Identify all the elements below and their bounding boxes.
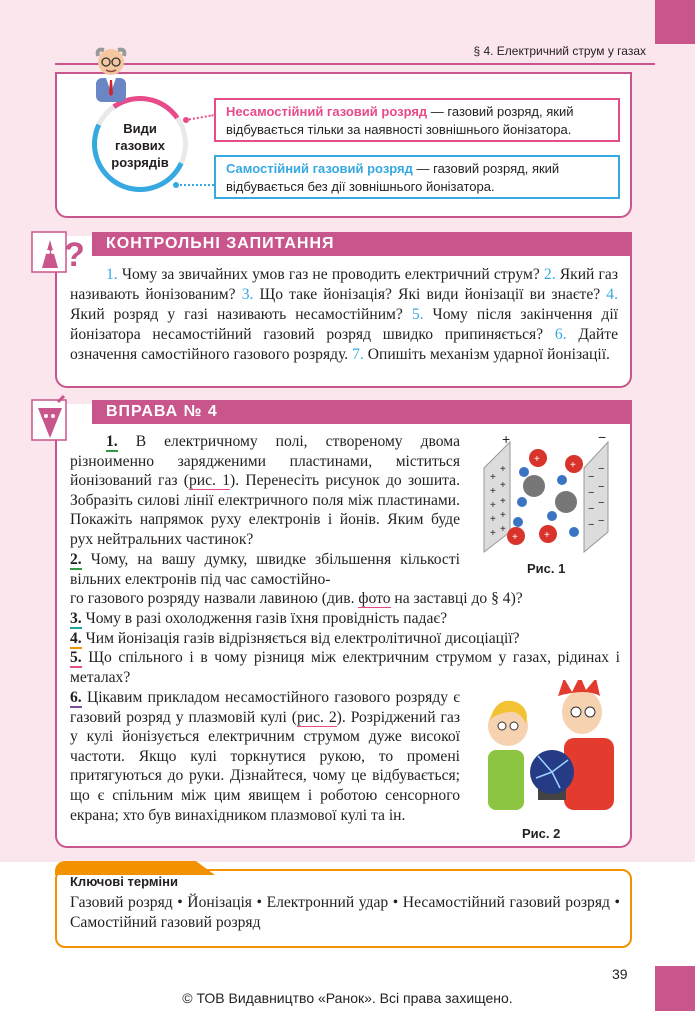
figure-1-plates — [474, 428, 620, 556]
question-text: Який газ називають йонізованим? — [70, 266, 618, 303]
self-discharge-definition — [214, 155, 620, 199]
question-number: 3. — [241, 286, 254, 303]
svg-text:−: − — [598, 463, 605, 475]
svg-text:+: + — [512, 532, 518, 543]
question-number: 1. — [106, 266, 118, 283]
side-tab — [655, 0, 695, 44]
item-text: Чому, на вашу думку, швидке збільшення кількості вільних електронів під час самостійно- — [70, 551, 460, 588]
svg-text:+: + — [500, 464, 506, 475]
svg-text:+: + — [570, 460, 576, 471]
svg-text:+: + — [490, 514, 496, 525]
exercise-header: ВПРАВА № 4 — [92, 400, 632, 424]
non-self-discharge-definition — [214, 98, 620, 142]
item-text: Що спільного і в чому різниця між електричним струмом у газах, рідинах і металах? — [70, 649, 620, 686]
item-text: В електричному полі, створеному двома різноименно зарядженими пластинами, міститься йонізований газ ( — [70, 433, 460, 490]
connector-dot — [183, 117, 189, 123]
item-text: Чим йонізація газів відрізняється від електролітичної дисоціації? — [81, 630, 520, 647]
self-discharge-text: — газовий розряд, який відбувається без дії зовнішнього йонізатора. — [226, 161, 560, 194]
svg-text:+: + — [490, 500, 496, 511]
header-rule — [55, 63, 655, 65]
question-text: Чому за звичайних умов газ не проводить електричний струм? — [117, 266, 544, 283]
svg-text:+: + — [502, 431, 511, 447]
svg-text:−: − — [598, 515, 605, 527]
copyright: © ТОВ Видавництво «Ранок». Всі права захищено. — [182, 990, 513, 1006]
item-text: Цікавим прикладом несамостійного газового розряду є газовий розряд у плазмовій кулі ( — [70, 689, 460, 726]
svg-text:−: − — [588, 503, 595, 515]
control-questions-header: КОНТРОЛЬНІ ЗАПИТАННЯ — [92, 232, 632, 256]
question-number: 7. — [352, 346, 364, 363]
key-terms-text: Газовий розряд • Йонізація • Електронний удар • Несамостійний газовий розряд • Самостійний газовий розряд — [70, 894, 620, 931]
question-text: Дайте означення самостійного газового розряду. — [70, 326, 619, 363]
item-number: 6. — [70, 689, 82, 706]
exercise-item-6 — [70, 688, 460, 825]
professor-illustration — [82, 40, 140, 102]
exercise-item-2a — [70, 550, 460, 589]
figure-reference: фото — [358, 590, 391, 607]
non-self-discharge-text: — газовий розряд, який відбувається тільки за наявності зовнішнього йонізатора. — [226, 104, 574, 137]
self-discharge-term: Самостійний газовий розряд — [226, 161, 413, 176]
types-title: Види газових розрядів — [111, 121, 169, 170]
connector-line — [176, 184, 214, 186]
question-number: 5. — [411, 306, 424, 323]
exercise-item-2b — [70, 589, 620, 609]
svg-text:+: + — [490, 472, 496, 483]
svg-text:+: + — [534, 454, 540, 465]
exercise-item-3 — [70, 609, 620, 629]
svg-text:−: − — [598, 481, 605, 493]
item-text: ). Перенесіть рисунок до зошита. Зобразіть силові лінії електричного поля між пластинами. Покажіть напрямок руху електронів і йонів. Яким буде рух нейтральних частинок? — [70, 472, 460, 548]
item-number: 5. — [70, 649, 82, 666]
question-text: Чому після закінчення дії йонізатора несамостійний газовий розряд швидко припиняється? — [70, 306, 618, 343]
item-text: Чому в разі охолодження газів їхня провідність падає? — [81, 610, 448, 627]
figure-2-plasma-ball — [486, 680, 620, 816]
figure-2-caption: Рис. 2 — [522, 826, 561, 841]
question-text: Опишіть механізм ударної йонізації. — [363, 346, 610, 363]
svg-text:+: + — [500, 496, 506, 507]
key-terms-title: Ключові терміни — [70, 874, 178, 889]
svg-text:−: − — [598, 497, 605, 509]
item-number: 3. — [70, 610, 82, 627]
key-terms-tab — [55, 861, 215, 875]
connector-dot — [173, 182, 179, 188]
svg-text:−: − — [588, 487, 595, 499]
figure-reference: рис. 1 — [188, 472, 230, 490]
svg-text:+: + — [500, 480, 506, 491]
svg-text:+: + — [490, 486, 496, 497]
svg-text:+: + — [500, 524, 506, 535]
question-text: Що таке йонізація? Які види йонізації ви знаєте? — [253, 286, 607, 303]
exercise-item-1 — [70, 432, 460, 550]
figure-reference: рис. 2 — [296, 708, 337, 726]
item-number: 4. — [70, 630, 82, 647]
question-number: 4. — [606, 286, 618, 303]
svg-text:+: + — [490, 528, 496, 539]
running-head: § 4. Електричний струм у газах — [473, 44, 646, 58]
question-number: 6. — [554, 326, 567, 343]
figure-1-caption: Рис. 1 — [527, 561, 566, 576]
item-number: 1. — [106, 433, 118, 450]
non-self-discharge-term: Несамостійний газовий розряд — [226, 104, 428, 119]
question-text: Який розряд у газі називають несамостійним? — [70, 306, 412, 323]
svg-text:?: ? — [64, 236, 85, 274]
svg-text:+: + — [500, 510, 506, 521]
item-text: го газового розряду назвали лавиною (див. — [70, 590, 359, 607]
svg-text:+: + — [544, 530, 550, 541]
question-number: 2. — [543, 266, 556, 283]
item-number: 2. — [70, 551, 82, 568]
svg-text:−: − — [588, 519, 595, 531]
page-number: 39 — [612, 966, 628, 982]
item-text: ). Розріджений газ у кулі йонізується електричним струмом дуже високої частоти. Якщо кулі торкнутися рукою, то промені притягуються до руки. Дізнайтеся, чому це відбувається; що є спільним між цим явищем і роботою сенсорного екрана; хто був винахідником плазмової кулі та ін. — [70, 708, 460, 824]
exercise-item-4 — [70, 629, 620, 649]
svg-text:−: − — [588, 471, 595, 483]
item-text: на заставці до § 4)? — [390, 590, 523, 607]
control-questions-text — [70, 265, 618, 365]
exercise-item-5 — [70, 648, 620, 687]
svg-text:−: − — [598, 429, 607, 445]
